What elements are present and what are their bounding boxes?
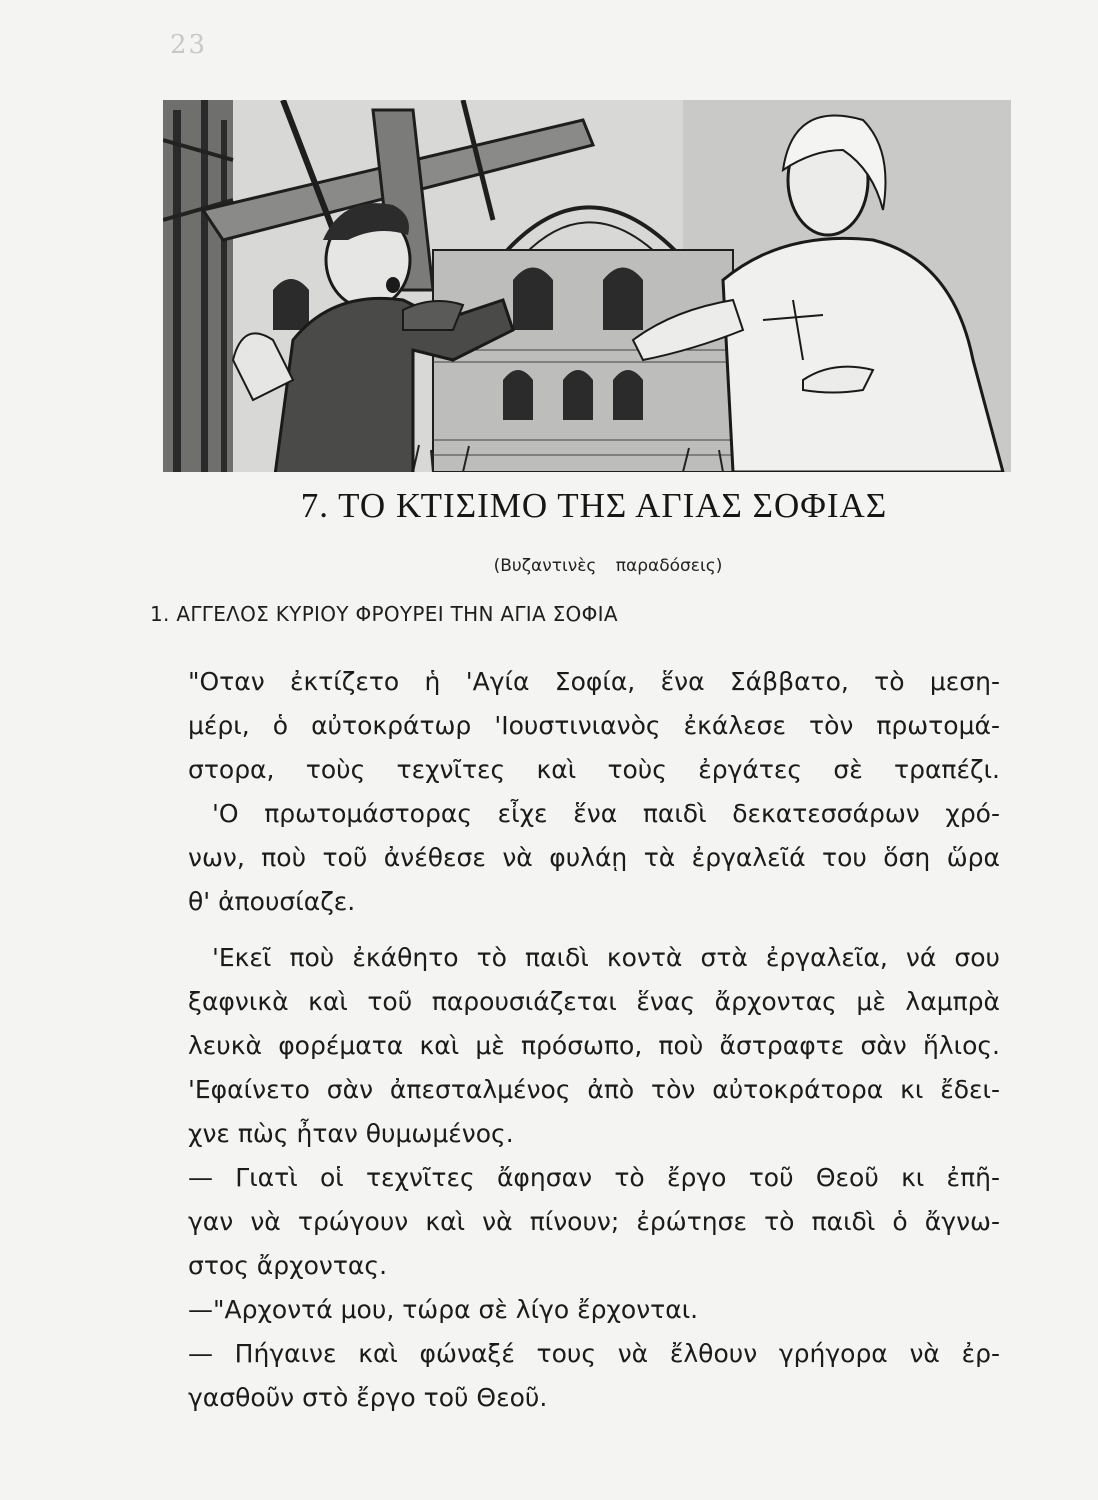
- text-line: χνε πὼς ἦταν θυμωμένος.: [188, 1119, 514, 1148]
- text-line: 'Ο πρωτομάστορας εἶχε ἕνα παιδὶ δεκατεσσάρων χρό-: [212, 799, 1000, 828]
- text-line: μέρι, ὁ αὐτοκράτωρ 'Ιουστινιανὸς ἐκάλεσε τὸν πρωτομά-: [188, 711, 1000, 740]
- text-line: — Γιατὶ οἱ τεχνῖτες ἄφησαν τὸ ἔργο τοῦ Θεοῦ κι ἐπῆ-: [188, 1163, 1000, 1192]
- section-heading: 1. ΑΓΓΕΛΟΣ ΚΥΡΙΟΥ ΦΡΟΥΡΕΙ ΤΗΝ ΑΓΙΑ ΣΟΦΙΑ: [150, 602, 618, 626]
- text-line: 'Εκεῖ ποὺ ἐκάθητο τὸ παιδὶ κοντὰ στὰ ἐργαλεῖα, νά σου: [212, 943, 1000, 972]
- text-line: στορα, τοὺς τεχνῖτες καὶ τοὺς ἐργάτες σὲ τραπέζι.: [188, 755, 1000, 784]
- chapter-subtitle: (Βυζαντινὲς παραδόσεις): [493, 556, 723, 576]
- text-line: 'Εφαίνετο σὰν ἀπεσταλμένος ἀπὸ τὸν αὐτοκράτορα κι ἔδει-: [188, 1075, 1000, 1104]
- body-text: [188, 660, 1000, 1420]
- text-line: γαν νὰ τρώγουν καὶ νὰ πίνουν; ἐρώτησε τὸ παιδὶ ὁ ἄγνω-: [188, 1207, 1000, 1236]
- text-line: νων, ποὺ τοῦ ἀνέθεσε νὰ φυλάῃ τὰ ἐργαλεῖά του ὅση ὥρα: [188, 843, 1000, 872]
- text-line: θ' ἀπουσίαζε.: [188, 887, 356, 916]
- text-line: γασθοῦν στὸ ἔργο τοῦ Θεοῦ.: [188, 1383, 548, 1412]
- text-line: — Πήγαινε καὶ φώναξέ τους νὰ ἔλθουν γρήγορα νὰ ἐρ-: [188, 1339, 1000, 1368]
- page-number: 23: [170, 30, 208, 60]
- text-line: —"Αρχοντά μου, τώρα σὲ λίγο ἔρχονται.: [188, 1295, 699, 1324]
- text-line: "Οταν ἐκτίζετο ἡ 'Αγία Σοφία, ἕνα Σάββατο, τὸ μεση-: [188, 667, 1000, 696]
- illustration-boy-and-angel-at-construction-icon: [163, 100, 1011, 472]
- text-line: λευκὰ φορέματα καὶ μὲ πρόσωπο, ποὺ ἄστραφτε σὰν ἥλιος.: [188, 1031, 1000, 1060]
- text-line: ξαφνικὰ καὶ τοῦ παρουσιάζεται ἕνας ἄρχοντας μὲ λαμπρὰ: [188, 987, 1000, 1016]
- text-line: στος ἄρχοντας.: [188, 1251, 388, 1280]
- chapter-title: 7. ΤΟ ΚΤΙΣΙΜΟ ΤΗΣ ΑΓΙΑΣ ΣΟΦΙΑΣ: [300, 486, 888, 525]
